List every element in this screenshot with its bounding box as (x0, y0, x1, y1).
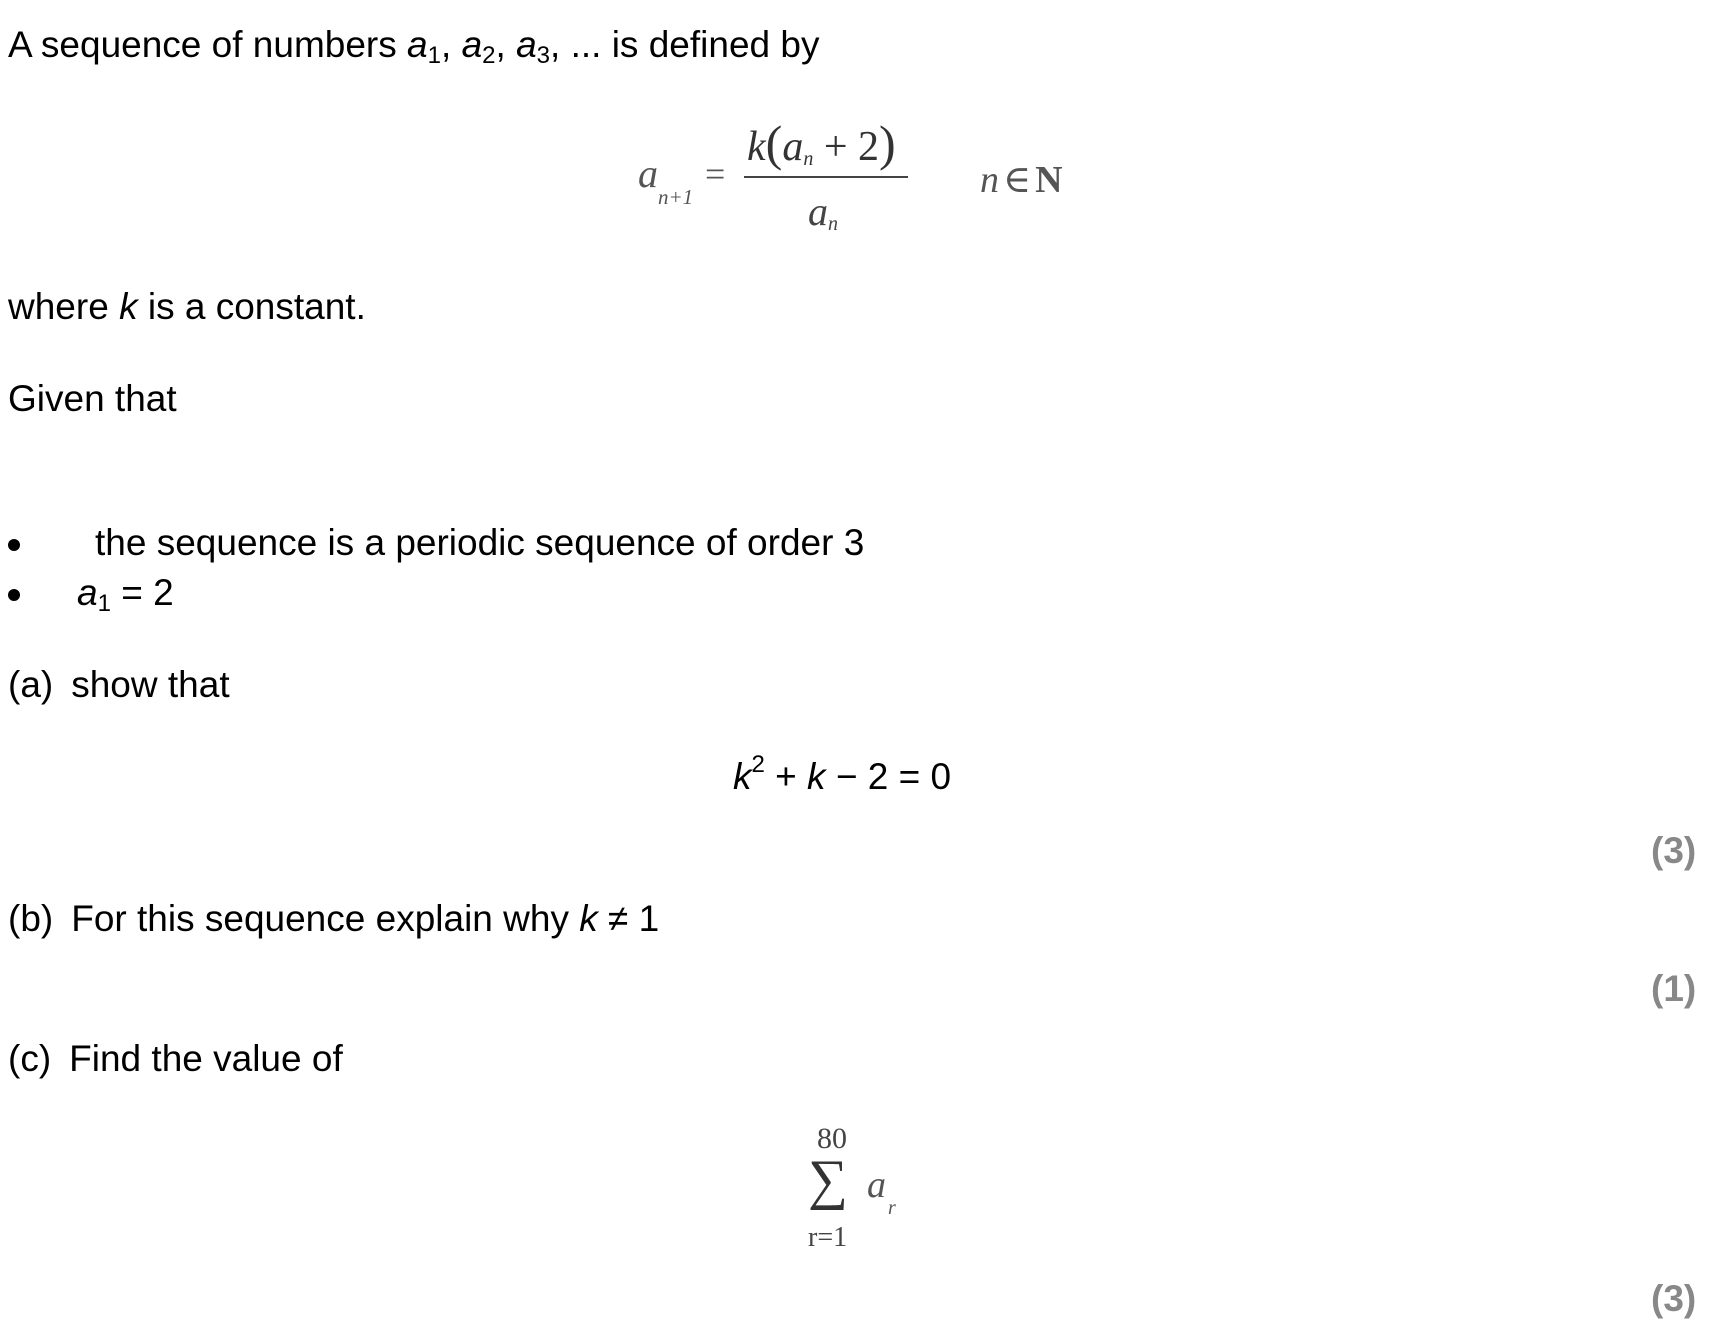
sum-term-sub: r (888, 1197, 896, 1219)
intro-line: A sequence of numbers $a_1$, $a_2$, $a_3$, ... is defined by (8, 24, 820, 69)
fraction-denominator: $a_n$ (808, 189, 838, 235)
part-b-marks: (1) (1651, 968, 1697, 1009)
natural-numbers-symbol: N (1035, 159, 1063, 201)
condition-periodic: the sequence is a periodic sequence of order 3 (95, 522, 865, 563)
part-a-marks: (3) (1651, 830, 1697, 871)
recurrence-lhs-sub: n+1 (658, 185, 694, 209)
part-a-equation: $k^2 + k - 2 = 0$ (733, 751, 952, 797)
sum-term-var: a (867, 1164, 886, 1206)
part-c-marks: (3) (1651, 1278, 1697, 1319)
given-that: Given that (8, 378, 177, 419)
fraction-bar (744, 176, 908, 178)
recurrence-lhs-var: a (638, 151, 658, 196)
bullet-1 (8, 539, 20, 551)
fraction-numerator: $k(a_n + 2)$ (747, 115, 896, 171)
sum-upper-limit: 80 (817, 1122, 847, 1155)
constant-line: where k is a constant. (8, 286, 366, 327)
domain-n-in-N: n ∈ N (980, 159, 1063, 201)
part-a-prompt: (a) show that (8, 664, 230, 705)
sigma-symbol: ∑ (808, 1149, 848, 1211)
condition-initial-value: $a_1 = 2$ (77, 572, 174, 617)
bullet-2 (8, 589, 20, 601)
sum-lower-limit: r=1 (808, 1222, 848, 1253)
part-c-prompt: (c) Find the value of (8, 1038, 343, 1079)
part-b-prompt: (b) For this sequence explain why k ≠ 1 (8, 898, 660, 939)
recurrence-equals: = (705, 154, 726, 194)
